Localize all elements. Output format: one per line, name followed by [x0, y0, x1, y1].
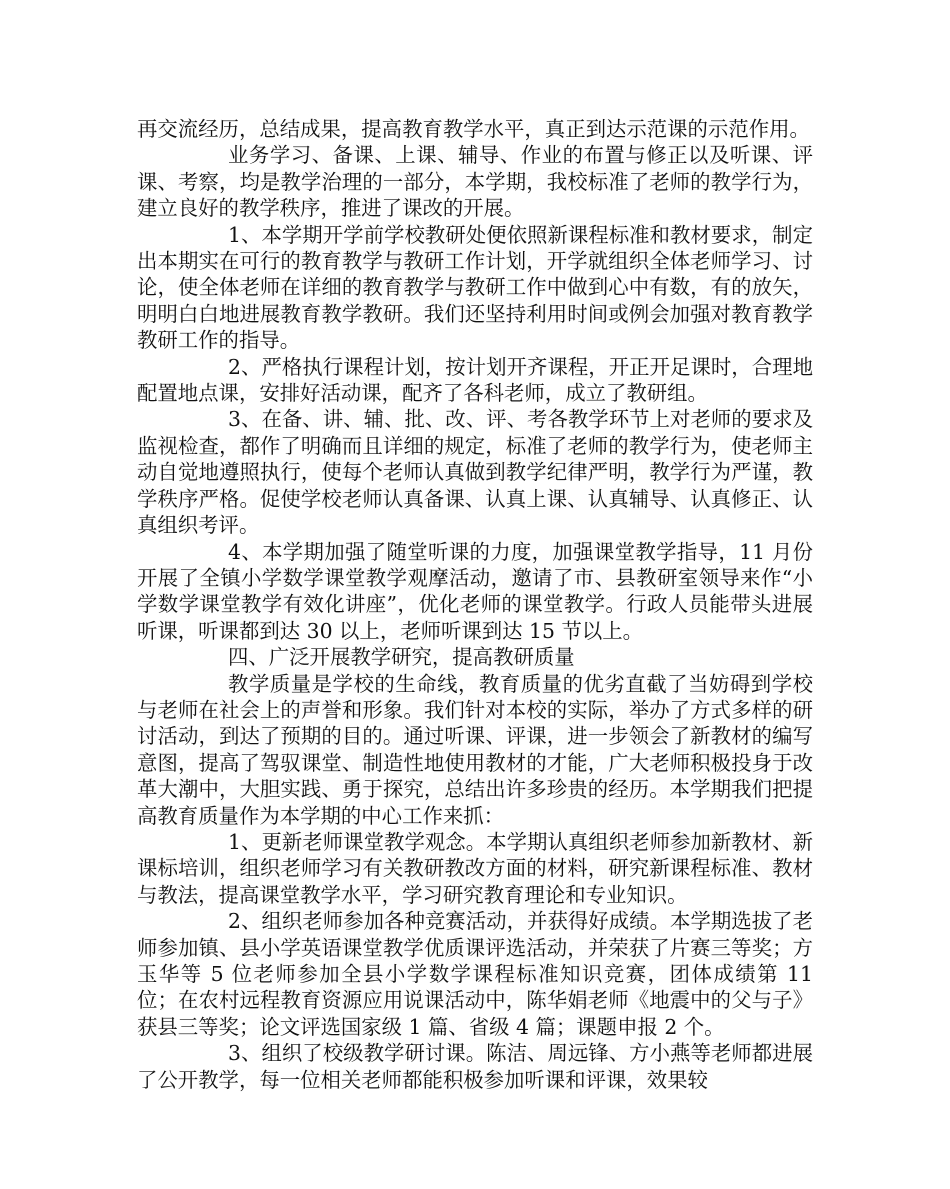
paragraph-quality-item-1: 1、更新老师课堂教学观念。本学期认真组织老师参加新教材、新课标培训，组织老师学习有关教研教改方面的材料，研究新课程标准、教材与教法，提高课堂教学水平，学习研究教育理论和专业知识。 — [137, 829, 813, 907]
paragraph-item-1: 1、本学期开学前学校教研处便依照新课程标准和教材要求，制定出本期实在可行的教育教学与教研工作计划，开学就组织全体老师学习、讨论，使全体老师在详细的教育教学与教研工作中做到心中有数，有的放矢，明明白白地进展教育教学教研。我们还坚持利用时间或例会加强对教育教学教研工作的指导。 — [137, 222, 813, 353]
paragraph-quality-item-2: 2、组织老师参加各种竞赛活动，并获得好成绩。本学期选拔了老师参加镇、县小学英语课堂教学优质课评选活动，并荣获了片赛三等奖；方玉华等 5 位老师参加全县小学数学课程标准知识竞赛，团体成绩第 11 位；在农村远程教育资源应用说课活动中，陈华娟老师《地震中的父与子》获县三等奖；论文评选国家级 1 篇、省级 4 篇；课题申报 2 个。 — [137, 909, 813, 1039]
paragraph-teaching-quality: 教学质量是学校的生命线，教育质量的优劣直截了当妨碍到学校与老师在社会上的声誉和形象。我们针对本校的实际，举办了方式多样的研讨活动，到达了预期的目的。通过听课、评课，进一步领会了新教材的编写意图，提高了驾驭课堂、制造性地使用教材的才能，广大老师积极投身于改革大潮中，大胆实践、勇于探究，总结出许多珍贵的经历。本学期我们把提高教育质量作为本学期的中心工作来抓： — [137, 671, 813, 828]
document-page — [137, 116, 813, 1093]
paragraph-quality-item-3: 3、组织了校级教学研讨课。陈洁、周远锋、方小燕等老师都进展了公开教学，每一位相关老师都能积极参加听课和评课，效果较 — [137, 1041, 813, 1092]
paragraph-continuation: 再交流经历，总结成果，提高教育教学水平，真正到达示范课的示范作用。 — [137, 117, 810, 141]
paragraph-business-study: 业务学习、备课、上课、辅导、作业的布置与修正以及听课、评课、考察，均是教学治理的一部分，本学期，我校标准了老师的教学行为，建立良好的教学秩序，推进了课改的开展。 — [137, 143, 813, 221]
paragraph-item-3: 3、在备、讲、辅、批、改、评、考各教学环节上对老师的要求及监视检查，都作了明确而且详细的规定，标准了老师的教学行为，使老师主动自觉地遵照执行，使每个老师认真做到教学纪律严明，教学行为严谨，教学秩序严格。促使学校老师认真备课、认真上课、认真辅导、认真修正、认真组织考评。 — [137, 407, 813, 538]
section-heading: 四、广泛开展教学研究，提高教研质量 — [228, 645, 575, 670]
paragraph-item-2: 2、严格执行课程计划，按计划开齐课程，开正开足课时，合理地配置地点课，安排好活动课，配齐了各科老师，成立了教研组。 — [137, 354, 813, 406]
paragraph-item-4: 4、本学期加强了随堂听课的力度，加强课堂教学指导，11 月份开展了全镇小学数学课堂教学观摩活动，邀请了市、县教研室领导来作“小学数学课堂教学有效化讲座”，优化老师的课堂教学。行政人员能带头进展听课，听课都到达 30 以上，老师听课到达 15 节以上。 — [137, 539, 813, 643]
